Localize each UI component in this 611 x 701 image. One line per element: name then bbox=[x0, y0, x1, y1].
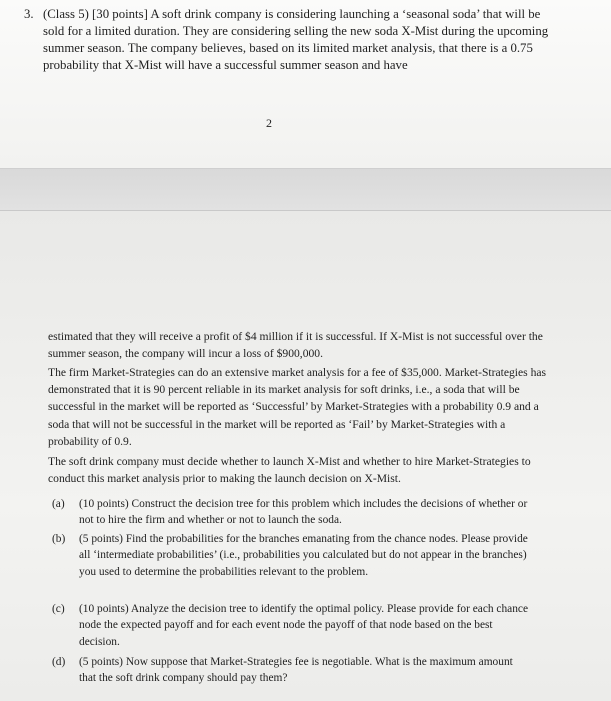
page-gap bbox=[0, 168, 611, 211]
subquestion-label: (b) bbox=[52, 533, 66, 545]
market-strategies-paragraph: The firm Market-Strategies can do an extensive market analysis for a fee of $35,000. Market-Strategies has demonstrated that it is 90 percent reliable in its market analysis for soft drinks, i.e., a soda that will be successful in the market will be reported as ‘Successful’ by Market-Strategies with a probability 0.9 and a soda that will not be successful in the market will be reported as ‘Fail’ by Market-Strategies with a probability of 0.9. bbox=[48, 366, 547, 448]
question-header bbox=[24, 6, 564, 74]
subquestion-d bbox=[52, 654, 532, 687]
subquestion-label: (c) bbox=[52, 603, 65, 615]
subquestion-label: (d) bbox=[52, 656, 66, 668]
subquestion-b bbox=[52, 531, 532, 580]
subquestion-a bbox=[52, 496, 532, 529]
page-number: 2 bbox=[266, 116, 272, 130]
question-number: 3. bbox=[24, 7, 34, 21]
continuation-paragraph: estimated that they will receive a profit of $4 million if it is successful. If X-Mist is not successful over the summer season, the company will incur a loss of $900,000. bbox=[48, 330, 543, 360]
subquestion-text: (5 points) Find the probabilities for the branches emanating from the chance nodes. Please provide all ‘intermediate probabilities’ (i.e., probabilities you calculated but do not appear in the branches) you used to determine the probabilities relevant to the problem. bbox=[79, 533, 528, 578]
subquestion-text: (10 points) Construct the decision tree for this problem which includes the decisions of whether or not to hire the firm and whether or not to launch the soda. bbox=[79, 498, 528, 527]
subquestion-c bbox=[52, 601, 532, 650]
subquestion-text: (10 points) Analyze the decision tree to identify the optimal policy. Please provide for each chance node the expected payoff and for each event node the payoff of that node based on the best decision. bbox=[79, 603, 529, 648]
page-top-sheet bbox=[0, 0, 611, 168]
decision-paragraph: The soft drink company must decide whether to launch X-Mist and whether to hire Market-Strategies to conduct this market analysis prior to making the launch decision on X-Mist. bbox=[48, 455, 531, 486]
subquestion-label: (a) bbox=[52, 498, 65, 510]
question-intro: (Class 5) [30 points] A soft drink company is considering launching a ‘seasonal soda’ that will be sold for a limited duration. They are considering selling the new soda X-Mist during the upcoming summer season. The company believes, based on its limited market analysis, that there is a 0.75 probability that X-Mist will have a successful summer season and have bbox=[43, 7, 549, 72]
subquestion-text: (5 points) Now suppose that Market-Strategies fee is negotiable. What is the maximum amount that the soft drink company should pay them? bbox=[79, 656, 513, 685]
